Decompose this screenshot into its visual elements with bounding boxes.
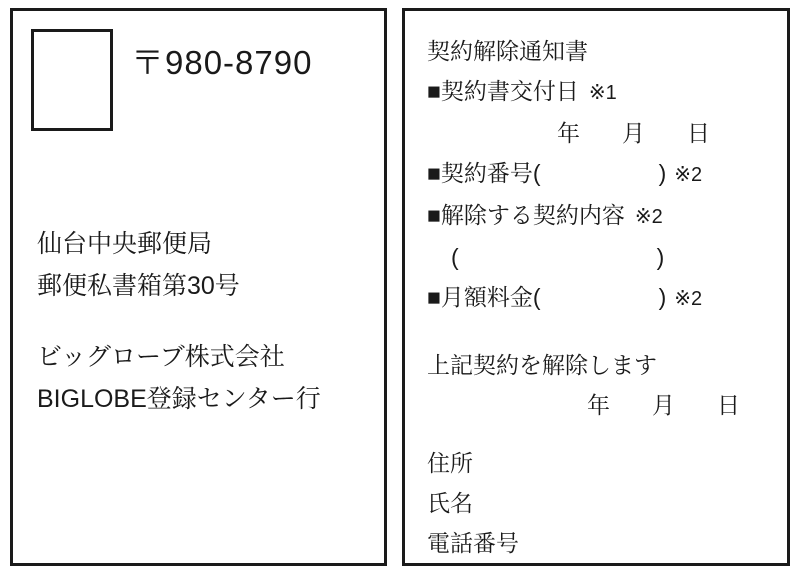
field-contract-number-close: ) — [658, 160, 667, 186]
envelope-address-card — [10, 8, 387, 566]
cancellation-form — [427, 31, 775, 563]
field-name-label: 氏名 — [427, 490, 473, 516]
address-line: 仙台中央郵便局 — [37, 230, 213, 258]
year-label: 年 — [587, 392, 610, 418]
day-label: 日 — [687, 120, 710, 146]
year-label: 年 — [557, 120, 580, 146]
field-contract-content-note: ※2 — [634, 206, 663, 228]
date-row-contract-date — [427, 113, 775, 153]
contract-content-entry-row — [427, 237, 775, 277]
form-title: 契約解除通知書 — [427, 38, 588, 64]
cancellation-statement: 上記契約を解除します — [427, 352, 657, 378]
cancellation-notice-card — [402, 8, 790, 566]
field-contract-date-note: ※1 — [588, 82, 617, 104]
paren-close: ) — [656, 244, 665, 270]
stamp-box — [31, 29, 113, 131]
postal-code: 〒980-8790 — [131, 44, 313, 81]
field-contract-number-row — [427, 153, 775, 195]
recipient-company: ビッグローブ株式会社 — [37, 343, 285, 371]
paren-open: ( — [451, 244, 459, 270]
field-contract-number-note: ※2 — [674, 164, 703, 186]
post-office-address — [37, 223, 367, 307]
date-row-signature — [427, 385, 775, 425]
month-label: 月 — [622, 120, 645, 146]
recipient-block — [37, 336, 377, 420]
day-label: 日 — [717, 392, 740, 418]
field-contract-content-label: ■解除する契約内容 — [427, 202, 625, 228]
field-monthly-fee-row — [427, 277, 775, 319]
field-phone-label: 電話番号 — [427, 530, 519, 556]
field-contract-date-row — [427, 71, 775, 113]
field-contract-number-label: ■契約番号( — [427, 160, 541, 186]
recipient-department: BIGLOBE登録センター行 — [37, 385, 321, 413]
field-monthly-fee-close: ) — [658, 284, 667, 310]
field-contract-content-row — [427, 195, 775, 237]
month-label: 月 — [652, 392, 675, 418]
address-line: 郵便私書箱第30号 — [37, 272, 240, 300]
field-monthly-fee-note: ※2 — [674, 288, 703, 310]
field-monthly-fee-label: ■月額料金( — [427, 284, 541, 310]
field-contract-date-label: ■契約書交付日 — [427, 78, 579, 104]
field-address-label: 住所 — [427, 450, 473, 476]
